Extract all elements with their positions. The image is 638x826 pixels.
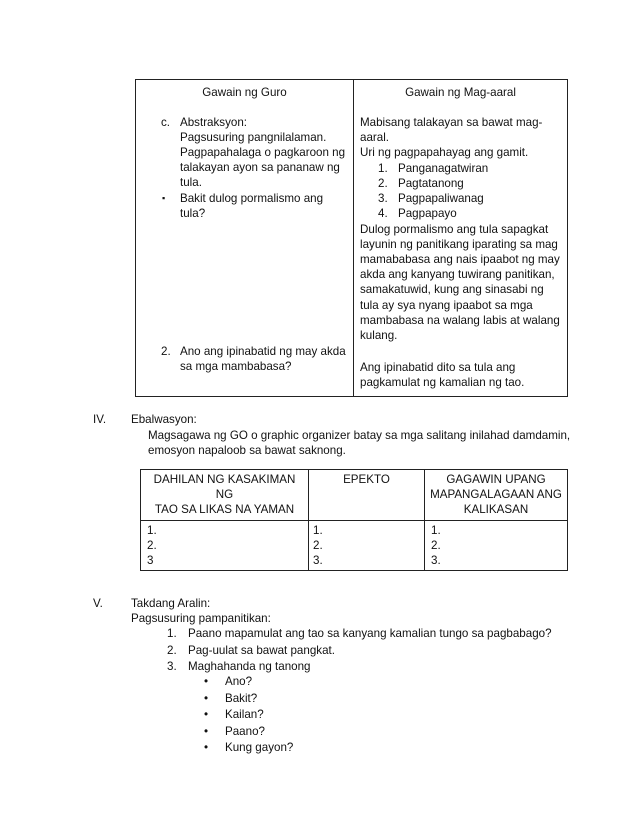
go-cell-line: 2.	[147, 538, 157, 552]
student-line: mambabasa na walang labis at walang	[360, 313, 560, 327]
go-cell-line: 1.	[431, 523, 441, 537]
abstraksyon-marker: c.	[161, 115, 171, 129]
section-4-description	[148, 428, 570, 458]
question-text: Kung gayon?	[225, 741, 294, 755]
student-line: Uri ng pagpapahayag ang gamit.	[360, 145, 529, 159]
abstraksyon-title: Abstraksyon:	[180, 115, 248, 129]
student-line: Ang ipinabatid dito sa tula ang	[360, 360, 516, 374]
go-cell-line: 3.	[431, 554, 441, 568]
go-header-line: EPEKTO	[343, 473, 390, 486]
section-5-title: Takdang Aralin:	[131, 597, 211, 610]
numbered-text: Pagpapayo	[398, 207, 457, 221]
teacher-header-text: Gawain ng Guro	[202, 86, 287, 99]
student-block-c	[360, 360, 524, 390]
go-cell-dahilan[interactable]	[141, 520, 309, 571]
lesson-table	[135, 79, 568, 397]
go-header-line: DAHILAN NG KASAKIMAN NG	[153, 473, 296, 502]
question-item	[204, 707, 293, 724]
question-item	[204, 691, 293, 708]
student-block-b	[360, 222, 560, 344]
bullet-icon: •	[204, 708, 209, 722]
go-header-line: GAGAWIN UPANG	[446, 473, 546, 486]
assignment-marker: 3.	[167, 660, 177, 673]
go-header-line: TAO SA LIKAS NA YAMAN	[154, 503, 295, 517]
section-5-numeral: V.	[93, 597, 103, 610]
abstraksyon-line: Pagsusuring pangnilalaman.	[180, 130, 327, 144]
assignment-text: Pag-uulat sa bawat pangkat.	[188, 643, 335, 657]
question-list	[204, 674, 293, 757]
question-item	[204, 724, 293, 741]
assignment-marker: 1.	[167, 627, 177, 640]
question-item	[204, 674, 293, 691]
go-header-epekto	[309, 470, 425, 521]
item-2-line: Ano ang ipinabatid ng may akda	[180, 344, 346, 358]
section-4-numeral: IV.	[93, 413, 107, 426]
assignment-marker: 2.	[167, 643, 177, 657]
go-cell-line: 3.	[313, 554, 323, 568]
assignment-item	[167, 643, 552, 660]
student-line: layunin ng panitikang iparating sa mag	[360, 237, 558, 251]
teacher-column-header	[136, 80, 354, 110]
question-text: Kailan?	[225, 708, 264, 722]
assignment-text: Maghahanda ng tanong	[188, 660, 311, 673]
student-line: akda ang kanyang tuwirang panitikan,	[360, 268, 555, 282]
student-line: Dulog pormalismo ang tula sapagkat	[360, 222, 549, 236]
go-cell-gagawin[interactable]	[425, 520, 568, 571]
student-numbered-item	[378, 206, 488, 221]
student-numbered-item	[378, 176, 488, 191]
question-text: Bakit?	[225, 691, 258, 705]
go-header-dahilan	[141, 470, 309, 521]
square-bullet-icon: ▪	[162, 192, 166, 203]
abstraksyon-block	[180, 115, 345, 191]
student-numbered-list	[378, 161, 488, 222]
go-cell-line: 2.	[431, 538, 441, 552]
student-activities-cell	[354, 110, 568, 397]
bullet-icon: •	[204, 741, 209, 755]
go-cell-line: 2.	[313, 538, 323, 552]
student-line: aaral.	[360, 130, 390, 144]
bullet-icon: •	[204, 675, 209, 688]
go-cell-epekto[interactable]	[309, 520, 425, 571]
go-cell-line: 1.	[313, 523, 323, 537]
go-cell-line: 3	[147, 554, 154, 568]
bullet-question-line: Bakit dulog pormalismo ang	[180, 191, 324, 205]
item-2-marker: 2.	[161, 344, 171, 358]
numbered-text: Pagtatanong	[398, 176, 464, 190]
bullet-icon: •	[204, 724, 209, 738]
abstraksyon-line: talakayan ayon sa pananaw ng	[180, 161, 340, 175]
student-line: Mabisang talakayan sa bawat mag-	[360, 115, 543, 129]
student-header-text: Gawain ng Mag-aaral	[405, 86, 516, 99]
go-header-line: MAPANGALAGAAN ANG	[430, 488, 562, 502]
question-item	[204, 740, 293, 757]
teacher-activities-cell	[136, 110, 354, 397]
numbered-marker: 1.	[378, 161, 388, 175]
student-line: tula ay sya nyang ipaabot sa mga	[360, 298, 533, 312]
question-text: Ano?	[225, 675, 253, 688]
numbered-text: Panganagatwiran	[398, 161, 489, 175]
bullet-icon: •	[204, 691, 209, 705]
question-text: Paano?	[225, 724, 265, 738]
graphic-organizer-table	[140, 469, 568, 571]
assignment-item	[167, 626, 552, 643]
numbered-marker: 4.	[378, 207, 388, 221]
bullet-question-line: tula?	[180, 206, 206, 220]
go-header-gagawin	[425, 470, 568, 521]
item-2-block	[180, 344, 346, 374]
student-line: pagkamulat ng kamalian ng tao.	[360, 375, 525, 389]
section-4-title: Ebalwasyon:	[131, 413, 197, 426]
go-header-line: KALIKASAN	[463, 503, 529, 517]
item-2-line: sa mga mambabasa?	[180, 359, 292, 373]
student-block-a	[360, 115, 542, 161]
assignment-text: Paano mapamulat ang tao sa kanyang kamalian tungo sa pagbabago?	[188, 627, 552, 640]
assignment-list	[167, 626, 552, 676]
section-5-subtitle: Pagsusuring pampanitikan:	[131, 612, 271, 625]
student-numbered-item	[378, 191, 488, 206]
student-line: samakatuwid, kung ang sinasabi ng	[360, 283, 544, 297]
section-4-desc-line: Magsagawa ng GO o graphic organizer batay sa mga salitang inilahad damdamin,	[148, 429, 571, 442]
bullet-question-block	[180, 191, 323, 221]
numbered-marker: 3.	[378, 191, 388, 205]
abstraksyon-line: Pagpapahalaga o pagkaroon ng	[180, 145, 346, 159]
numbered-marker: 2.	[378, 176, 388, 190]
section-4-desc-line: emosyon napaloob sa bawat saknong.	[148, 444, 346, 458]
abstraksyon-line: tula.	[180, 176, 202, 190]
numbered-text: Pagpapaliwanag	[398, 191, 484, 205]
student-numbered-item	[378, 161, 488, 176]
student-line: kulang.	[360, 328, 398, 342]
student-column-header	[354, 80, 568, 110]
go-cell-line: 1.	[147, 523, 157, 537]
student-line: mamababasa ang nais ipaabot ng may	[360, 252, 560, 266]
